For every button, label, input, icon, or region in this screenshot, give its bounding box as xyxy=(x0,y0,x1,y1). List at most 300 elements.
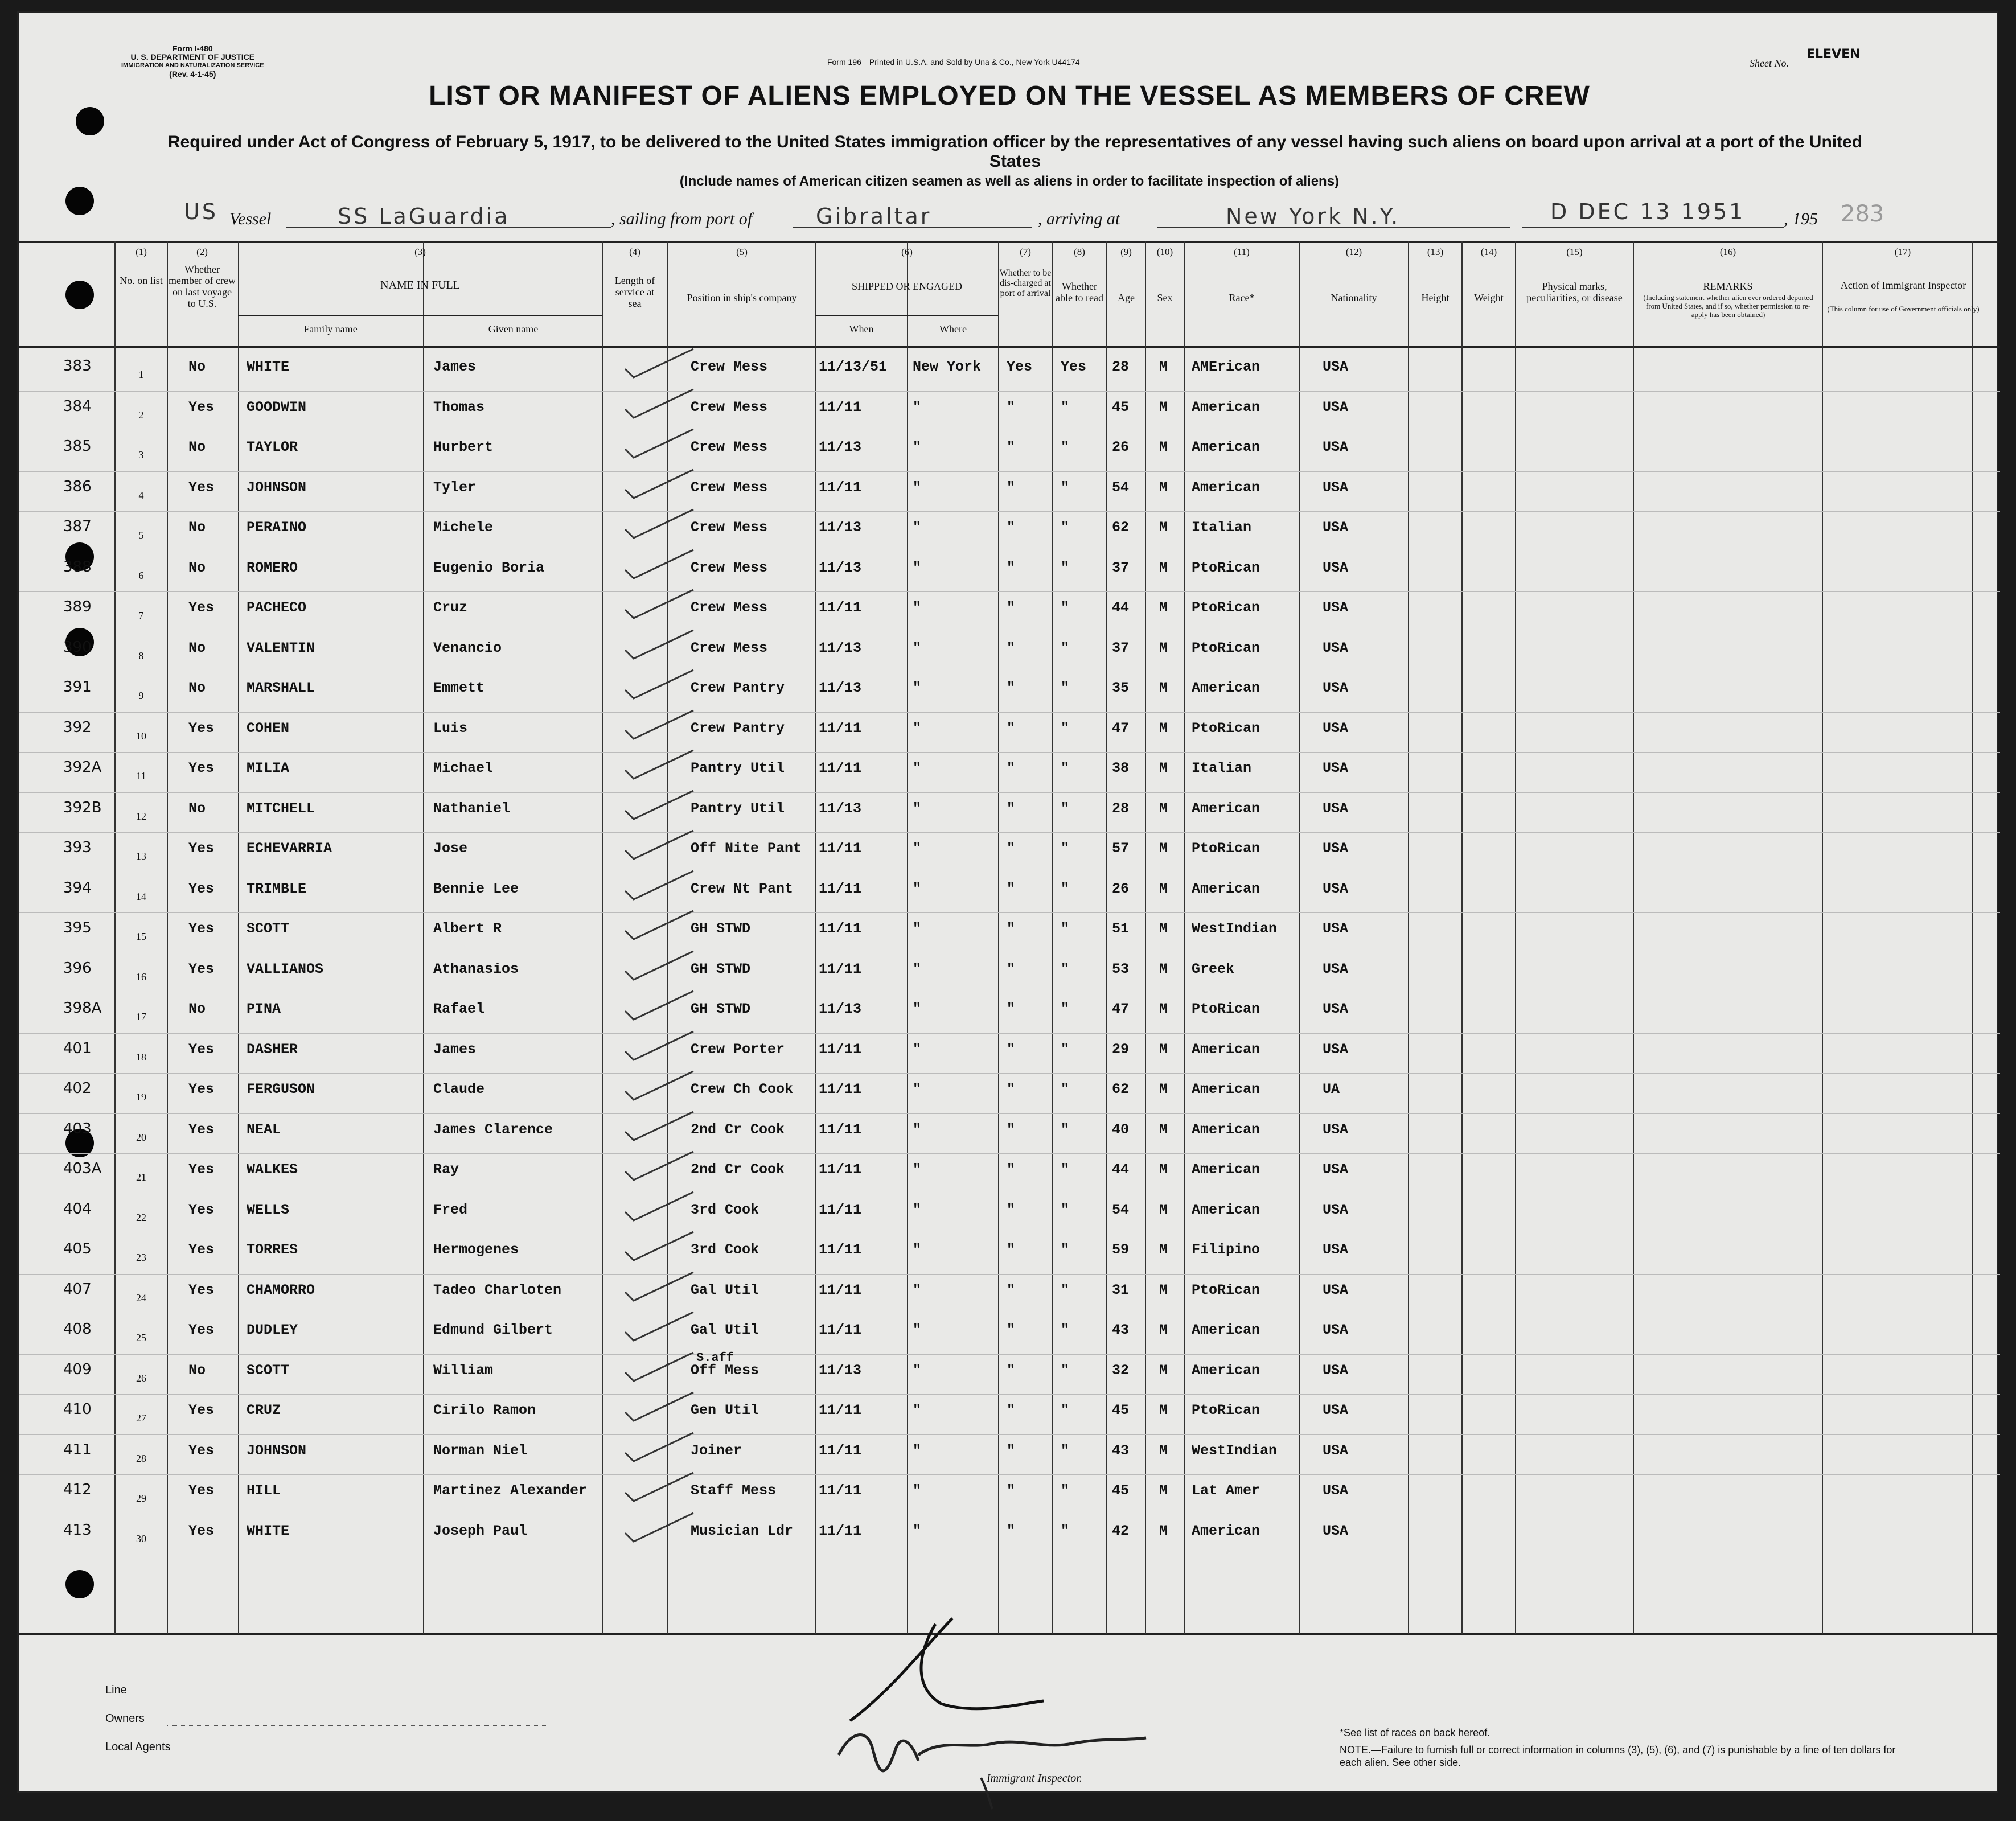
when-cell: 11/11 xyxy=(819,960,862,977)
last-voyage-cell: No xyxy=(188,1001,206,1017)
check-mark-icon xyxy=(622,948,696,988)
sex-cell: M xyxy=(1159,1121,1168,1138)
read-cell: " xyxy=(1061,960,1070,977)
sex-cell: M xyxy=(1159,760,1168,776)
race-cell: Italian xyxy=(1192,760,1252,776)
ledger-number: 408 xyxy=(63,1321,92,1338)
ledger-number: 403 xyxy=(63,1120,92,1137)
nationality-cell: USA xyxy=(1323,559,1349,576)
when-cell: 11/13 xyxy=(819,559,862,576)
when-cell: 11/11 xyxy=(819,880,862,897)
family-name-cell: WHITE xyxy=(247,359,290,375)
where-cell: " xyxy=(913,1362,922,1379)
check-mark-icon xyxy=(622,747,696,787)
nationality-cell: USA xyxy=(1323,1121,1349,1138)
where-cell: " xyxy=(913,880,922,897)
nationality-cell: USA xyxy=(1323,1482,1349,1499)
col-header-weight: Weight xyxy=(1474,292,1504,303)
ledger-number: 392 xyxy=(63,718,92,736)
last-voyage-cell: Yes xyxy=(188,1482,215,1499)
ledger-number: 402 xyxy=(63,1080,92,1097)
family-name-cell: ROMERO xyxy=(247,559,298,576)
sex-cell: M xyxy=(1159,398,1168,416)
family-name-cell: VALENTIN xyxy=(247,639,315,656)
given-name-cell: Michael xyxy=(433,760,494,776)
family-name-cell: FERGUSON xyxy=(247,1081,315,1097)
list-number: 8 xyxy=(138,650,144,661)
race-cell: American xyxy=(1192,479,1260,496)
sex-cell: M xyxy=(1159,1161,1168,1178)
position-cell: 2nd Cr Cook xyxy=(691,1161,785,1178)
race-cell: PtoRican xyxy=(1192,720,1260,737)
family-name-cell: WALKES xyxy=(247,1161,298,1178)
row-rule xyxy=(19,591,2000,592)
discharged-cell: " xyxy=(1007,1402,1016,1419)
discharged-cell: " xyxy=(1007,1281,1016,1298)
when-cell: 11/11 xyxy=(819,1242,862,1258)
check-mark-icon xyxy=(622,988,696,1028)
list-number: 22 xyxy=(136,1211,146,1223)
position-cell: Crew Mess xyxy=(691,599,768,616)
age-cell: 37 xyxy=(1112,559,1130,576)
discharged-cell: " xyxy=(1007,1242,1016,1258)
where-cell: " xyxy=(913,559,922,576)
age-cell: 43 xyxy=(1112,1442,1130,1459)
given-name-cell: Rafael xyxy=(433,1001,485,1017)
age-cell: 43 xyxy=(1112,1322,1130,1338)
footer-line-label: Line xyxy=(105,1684,127,1696)
list-number: 10 xyxy=(136,730,146,742)
last-voyage-cell: Yes xyxy=(188,760,215,776)
read-cell: " xyxy=(1061,479,1070,496)
age-cell: 29 xyxy=(1112,1041,1130,1058)
ledger-number: 407 xyxy=(63,1280,92,1298)
position-cell: Crew Mess xyxy=(691,439,768,455)
age-cell: 26 xyxy=(1112,880,1130,897)
where-cell: " xyxy=(913,1242,922,1258)
when-cell: 11/13 xyxy=(819,680,862,696)
ledger-number: 386 xyxy=(63,478,92,495)
list-number: 12 xyxy=(136,810,146,822)
column-divider xyxy=(1408,241,1409,1634)
discharged-cell: " xyxy=(1007,760,1016,776)
when-cell: 11/11 xyxy=(819,920,862,937)
sex-cell: M xyxy=(1159,1081,1168,1097)
family-name-cell: TRIMBLE xyxy=(247,880,307,897)
last-voyage-cell: No xyxy=(188,800,206,817)
punch-hole xyxy=(65,1570,94,1598)
race-cell: WestIndian xyxy=(1192,920,1278,937)
discharged-cell: " xyxy=(1007,840,1016,857)
discharged-cell: " xyxy=(1007,1201,1016,1218)
list-number: 6 xyxy=(138,569,144,581)
ledger-number: 392A xyxy=(63,759,102,776)
family-name-cell: PACHECO xyxy=(247,599,307,616)
check-mark-icon xyxy=(622,1109,696,1149)
ledger-number: 390 xyxy=(63,638,92,656)
penalty-note: NOTE.—Failure to furnish full or correct information in columns (3), (5), (6), and (7) is punishable by a fine of ten dollars for each alien. See other side. xyxy=(1340,1744,1896,1768)
discharged-cell: " xyxy=(1007,1081,1016,1097)
where-cell: " xyxy=(913,1522,922,1539)
name-subheader-rule xyxy=(238,315,602,316)
sex-cell: M xyxy=(1159,840,1168,857)
row-rule xyxy=(19,1394,2000,1395)
family-name-cell: JOHNSON xyxy=(247,1442,307,1459)
position-cell: Gal Util xyxy=(691,1322,759,1338)
age-cell: 44 xyxy=(1112,599,1130,616)
ledger-number: 394 xyxy=(63,879,92,897)
where-cell: " xyxy=(913,760,922,776)
sex-cell: M xyxy=(1159,519,1168,536)
read-cell: " xyxy=(1061,1402,1070,1419)
check-mark-icon xyxy=(622,908,696,948)
sex-cell: M xyxy=(1159,1242,1168,1258)
age-cell: 57 xyxy=(1112,840,1130,857)
read-cell: " xyxy=(1061,559,1070,576)
footer-agents-label: Local Agents xyxy=(105,1741,171,1753)
discharged-cell: " xyxy=(1007,920,1016,937)
sex-cell: M xyxy=(1159,1362,1168,1379)
given-name-cell: Cirilo Ramon xyxy=(433,1402,536,1419)
where-cell: " xyxy=(913,439,922,455)
arrival-date-hand: D DEC 13 1951 xyxy=(1550,199,1746,224)
check-mark-icon xyxy=(622,1510,696,1550)
sex-cell: M xyxy=(1159,800,1168,817)
row-rule xyxy=(19,391,2000,392)
last-voyage-cell: Yes xyxy=(188,1081,215,1097)
nationality-cell: USA xyxy=(1323,920,1349,937)
given-name-cell: Athanasios xyxy=(433,960,519,977)
nationality-cell: USA xyxy=(1323,519,1349,536)
punch-hole xyxy=(65,281,94,309)
age-cell: 37 xyxy=(1112,639,1130,656)
column-divider xyxy=(167,241,168,1634)
check-mark-icon xyxy=(622,1149,696,1189)
nationality-cell: USA xyxy=(1323,1281,1349,1298)
race-cell: PtoRican xyxy=(1192,639,1260,656)
nationality-cell: USA xyxy=(1323,398,1349,416)
last-voyage-cell: Yes xyxy=(188,599,215,616)
age-cell: 28 xyxy=(1112,359,1130,375)
race-cell: American xyxy=(1192,1121,1260,1138)
discharged-cell: " xyxy=(1007,639,1016,656)
column-divider xyxy=(238,241,239,1634)
family-name-cell: PERAINO xyxy=(247,519,307,536)
nationality-cell: USA xyxy=(1323,840,1349,857)
row-rule xyxy=(19,1033,2000,1034)
given-name-cell: Norman Niel xyxy=(433,1442,528,1459)
vessel-prefix-hand: US xyxy=(184,199,218,224)
race-cell: American xyxy=(1192,1201,1260,1218)
race-cell: PtoRican xyxy=(1192,840,1260,857)
stamp-number: 283 xyxy=(1841,201,1884,227)
when-cell: 11/13 xyxy=(819,519,862,536)
nationality-cell: USA xyxy=(1323,479,1349,496)
ledger-number: 410 xyxy=(63,1401,92,1418)
family-name-cell: NEAL xyxy=(247,1121,281,1138)
given-name-cell: Fred xyxy=(433,1201,468,1218)
position-cell: GH STWD xyxy=(691,1001,751,1017)
sex-cell: M xyxy=(1159,880,1168,897)
list-number: 25 xyxy=(136,1332,146,1343)
column-divider xyxy=(1515,241,1516,1634)
sheet-number-label: Sheet No. xyxy=(1750,57,1789,69)
header-bottom-rule xyxy=(19,346,2000,348)
ledger-number: 389 xyxy=(63,598,92,615)
where-cell: " xyxy=(913,1121,922,1138)
position-note: S.aff xyxy=(696,1350,734,1365)
last-voyage-cell: Yes xyxy=(188,880,215,897)
age-cell: 35 xyxy=(1112,680,1130,696)
where-cell: " xyxy=(913,1482,922,1499)
last-voyage-cell: Yes xyxy=(188,1402,215,1419)
age-cell: 54 xyxy=(1112,1201,1130,1218)
list-number: 13 xyxy=(136,850,146,862)
age-cell: 53 xyxy=(1112,960,1130,977)
given-name-cell: James Clarence xyxy=(433,1121,553,1138)
read-cell: " xyxy=(1061,439,1070,455)
list-number: 21 xyxy=(136,1171,146,1183)
sex-cell: M xyxy=(1159,1322,1168,1338)
when-cell: 11/11 xyxy=(819,1402,862,1419)
col-header-physical: Physical marks, peculiarities, or disease xyxy=(1526,281,1623,303)
col-header-where: Where xyxy=(939,323,967,335)
family-name-cell: WELLS xyxy=(247,1201,290,1218)
when-cell: 11/11 xyxy=(819,1121,862,1138)
sex-cell: M xyxy=(1159,1001,1168,1017)
ledger-number: 387 xyxy=(63,518,92,535)
family-name-cell: MILIA xyxy=(247,760,290,776)
given-name-cell: Luis xyxy=(433,720,468,737)
discharged-cell: " xyxy=(1007,398,1016,416)
given-name-cell: Cruz xyxy=(433,599,468,616)
when-cell: 11/11 xyxy=(819,760,862,776)
sex-cell: M xyxy=(1159,720,1168,737)
given-name-cell: Tyler xyxy=(433,479,477,496)
given-name-cell: Thomas xyxy=(433,398,485,416)
ledger-number: 404 xyxy=(63,1200,92,1218)
position-cell: Gal Util xyxy=(691,1281,759,1298)
row-rule xyxy=(19,1474,2000,1475)
row-rule xyxy=(19,1274,2000,1275)
list-number: 30 xyxy=(136,1532,146,1544)
where-cell: " xyxy=(913,800,922,817)
where-cell: " xyxy=(913,398,922,416)
nationality-cell: UA xyxy=(1323,1081,1340,1097)
col-header-shipped: SHIPPED OR ENGAGED xyxy=(851,281,962,292)
col-header-length-service: Length of service at sea xyxy=(614,275,655,309)
given-name-cell: Tadeo Charloten xyxy=(433,1281,562,1298)
family-name-cell: JOHNSON xyxy=(247,479,307,496)
position-cell: Off Nite Pant xyxy=(691,840,802,857)
discharged-cell: " xyxy=(1007,880,1016,897)
race-cell: Greek xyxy=(1192,960,1235,977)
position-cell: Crew Mess xyxy=(691,559,768,576)
where-cell: " xyxy=(913,1081,922,1097)
age-cell: 62 xyxy=(1112,519,1130,536)
read-cell: " xyxy=(1061,1041,1070,1058)
family-name-cell: SCOTT xyxy=(247,920,290,937)
sheet-number-value: ELEVEN xyxy=(1806,47,1861,61)
read-cell: " xyxy=(1061,1442,1070,1459)
sex-cell: M xyxy=(1159,439,1168,455)
sex-cell: M xyxy=(1159,479,1168,496)
row-rule xyxy=(19,832,2000,833)
where-cell: " xyxy=(913,1161,922,1178)
check-mark-icon xyxy=(622,547,696,587)
list-number: 9 xyxy=(138,690,144,701)
nationality-cell: USA xyxy=(1323,639,1349,656)
given-name-cell: Edmund Gilbert xyxy=(433,1322,553,1338)
position-cell: Pantry Util xyxy=(691,800,785,817)
subtitle-note: (Include names of American citizen seamen as well as aliens in order to facilitate inspection of aliens) xyxy=(679,174,1340,189)
ledger-number: 401 xyxy=(63,1039,92,1057)
last-voyage-cell: No xyxy=(188,439,206,455)
when-cell: 11/13/51 xyxy=(819,359,888,375)
family-name-cell: VALLIANOS xyxy=(247,960,324,977)
read-cell: " xyxy=(1061,800,1070,817)
age-cell: 59 xyxy=(1112,1242,1130,1258)
list-number: 29 xyxy=(136,1493,146,1504)
family-name-cell: WHITE xyxy=(247,1522,290,1539)
where-cell: " xyxy=(913,599,922,616)
read-cell: " xyxy=(1061,398,1070,416)
last-voyage-cell: Yes xyxy=(188,1121,215,1138)
read-cell: " xyxy=(1061,639,1070,656)
family-name-cell: DASHER xyxy=(247,1041,298,1058)
race-cell: Filipino xyxy=(1192,1242,1260,1258)
list-number: 11 xyxy=(136,770,146,782)
check-mark-icon xyxy=(622,828,696,868)
race-cell: American xyxy=(1192,1362,1260,1379)
given-name-cell: James xyxy=(433,1041,477,1058)
when-cell: 11/11 xyxy=(819,840,862,857)
column-divider xyxy=(1299,241,1300,1634)
read-cell: " xyxy=(1061,1001,1070,1017)
sex-cell: M xyxy=(1159,1522,1168,1539)
given-name-cell: Bennie Lee xyxy=(433,880,519,897)
row-rule xyxy=(19,712,2000,713)
sex-cell: M xyxy=(1159,1402,1168,1419)
last-voyage-cell: Yes xyxy=(188,1201,215,1218)
race-cell: PtoRican xyxy=(1192,1402,1260,1419)
given-name-cell: Ray xyxy=(433,1161,459,1178)
given-name-cell: Albert R xyxy=(433,920,502,937)
age-cell: 42 xyxy=(1112,1522,1130,1539)
age-cell: 26 xyxy=(1112,439,1130,455)
arriving-label: , arriving at xyxy=(1038,209,1120,228)
position-cell: Pantry Util xyxy=(691,760,785,776)
read-cell: " xyxy=(1061,880,1070,897)
col-header-action: Action of Immigrant Inspector xyxy=(1840,279,1966,291)
list-number: 23 xyxy=(136,1252,146,1263)
list-number: 18 xyxy=(136,1051,146,1063)
port-to-hand: New York N.Y. xyxy=(1226,204,1401,229)
last-voyage-cell: No xyxy=(188,359,206,375)
family-name-cell: HILL xyxy=(247,1482,281,1499)
where-cell: " xyxy=(913,920,922,937)
position-cell: GH STWD xyxy=(691,960,751,977)
nationality-cell: USA xyxy=(1323,760,1349,776)
last-voyage-cell: No xyxy=(188,680,206,696)
where-cell: " xyxy=(913,680,922,696)
race-cell: PtoRican xyxy=(1192,559,1260,576)
read-cell: " xyxy=(1061,1242,1070,1258)
check-mark-icon xyxy=(622,868,696,908)
check-mark-icon xyxy=(622,1309,696,1349)
family-name-cell: DUDLEY xyxy=(247,1322,298,1338)
last-voyage-cell: Yes xyxy=(188,920,215,937)
check-mark-icon xyxy=(622,708,696,747)
given-name-cell: Jose xyxy=(433,840,468,857)
where-cell: " xyxy=(913,720,922,737)
shipped-subheader-rule xyxy=(815,315,998,316)
given-name-cell: Nathaniel xyxy=(433,800,511,817)
row-rule xyxy=(19,1153,2000,1154)
race-cell: AMErican xyxy=(1192,359,1260,375)
list-number: 24 xyxy=(136,1292,146,1304)
read-cell: " xyxy=(1061,519,1070,536)
given-name-cell: Joseph Paul xyxy=(433,1522,528,1539)
discharged-cell: " xyxy=(1007,1362,1016,1379)
race-cell: American xyxy=(1192,680,1260,696)
discharged-cell: " xyxy=(1007,720,1016,737)
sex-cell: M xyxy=(1159,359,1168,375)
list-number: 4 xyxy=(138,489,144,501)
check-mark-icon xyxy=(622,426,696,466)
when-cell: 11/11 xyxy=(819,1442,862,1459)
discharged-cell: " xyxy=(1007,439,1016,455)
age-cell: 47 xyxy=(1112,720,1130,737)
position-cell: Joiner xyxy=(691,1442,742,1459)
last-voyage-cell: No xyxy=(188,559,206,576)
nationality-cell: USA xyxy=(1323,439,1349,455)
given-name-cell: Hermogenes xyxy=(433,1242,519,1258)
discharged-cell: " xyxy=(1007,960,1016,977)
discharged-cell: " xyxy=(1007,519,1016,536)
sex-cell: M xyxy=(1159,680,1168,696)
punch-hole xyxy=(65,187,94,215)
family-name-cell: MARSHALL xyxy=(247,680,315,696)
list-number: 19 xyxy=(136,1091,146,1103)
col-header-when: When xyxy=(849,323,874,335)
ledger-number: 392B xyxy=(63,799,102,816)
last-voyage-cell: No xyxy=(188,1362,206,1379)
discharged-cell: " xyxy=(1007,1161,1016,1178)
nationality-cell: USA xyxy=(1323,880,1349,897)
read-cell: " xyxy=(1061,1482,1070,1499)
nationality-cell: USA xyxy=(1323,720,1349,737)
races-note: *See list of races on back hereof. xyxy=(1340,1727,1491,1738)
row-rule xyxy=(19,1073,2000,1074)
col-header-family-name: Family name xyxy=(303,323,358,335)
family-name-cell: PINA xyxy=(247,1001,281,1017)
last-voyage-cell: Yes xyxy=(188,840,215,857)
column-divider xyxy=(1052,241,1053,1634)
check-mark-icon xyxy=(622,587,696,627)
last-voyage-cell: Yes xyxy=(188,720,215,737)
position-cell: Crew Pantry xyxy=(691,680,785,696)
age-cell: 32 xyxy=(1112,1362,1130,1379)
last-voyage-cell: Yes xyxy=(188,1281,215,1298)
race-cell: American xyxy=(1192,1161,1260,1178)
given-name-cell: James xyxy=(433,359,477,375)
read-cell: " xyxy=(1061,720,1070,737)
nationality-cell: USA xyxy=(1323,1001,1349,1017)
race-cell: American xyxy=(1192,398,1260,416)
ledger-number: 396 xyxy=(63,959,92,977)
list-number: 20 xyxy=(136,1131,146,1143)
